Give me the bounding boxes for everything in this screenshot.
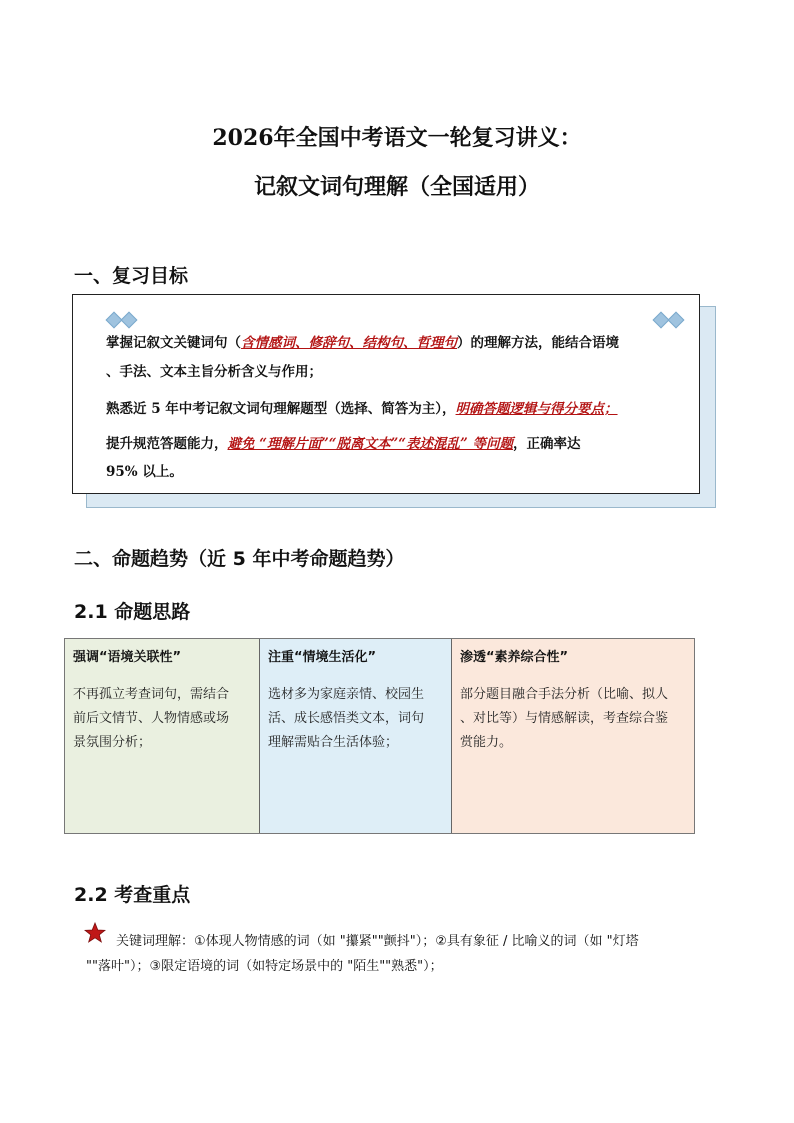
trend-column-text: 选材多为家庭亲情、校园生 (268, 687, 425, 702)
document-title-line1: 2026年全国中考语文一轮复习讲义： (212, 125, 582, 151)
star-icon (84, 922, 106, 944)
goal-item-3-cont: 95% 以上。 (106, 464, 183, 480)
trend-column-1 (65, 639, 259, 833)
trend-column-text: 理解需贴合生活体验； (268, 735, 399, 750)
trend-column-text: 活、成长感悟类文本，词句 (268, 711, 425, 726)
diamond-ornament-icon (108, 314, 138, 326)
trend-column-text: 前后文情节、人物情感或场 (73, 711, 230, 726)
trend-column-text: 部分题目融合手法分析（比喻、拟人 (460, 687, 669, 702)
key-point-line2: ""落叶"）；③限定语境的词（如特定场景中的 "陌生""熟悉"）； (86, 959, 443, 974)
section2-heading: 二、命题趋势（近 5 年中考命题趋势） (74, 548, 405, 570)
goal-item-1-highlight: 含情感词、修辞句、结构句、哲理句 (241, 335, 457, 351)
goal-item-2-highlight: 明确答题逻辑与得分要点； (455, 401, 618, 417)
goal-item-2: 熟悉近 5 年中考记叙文词句理解题型（选择、简答为主），明确答题逻辑与得分要点； (106, 401, 618, 417)
trend-column-text: 景氛围分析； (73, 735, 152, 750)
trend-column-3 (451, 639, 694, 833)
trend-column-2 (259, 639, 451, 833)
diamond-ornament-icon (655, 314, 685, 326)
goal-item-3-highlight: 避免 “理解片面”“脱离文本”“表述混乱” 等问题 (227, 436, 513, 452)
subsection-2-2-heading: 2.2 考查重点 (74, 884, 191, 906)
trend-table (64, 638, 695, 834)
section1-heading: 一、复习目标 (74, 265, 189, 287)
trend-column-text: 不再孤立考查词句，需结合 (73, 687, 230, 702)
goal-item-1: 掌握记叙文关键词句（含情感词、修辞句、结构句、哲理句）的理解方法，能结合语境 (106, 335, 619, 351)
trend-column-text: 、对比等）与情感解读，考查综合鉴 (460, 711, 669, 726)
trend-column-title: 强调“语境关联性” (73, 650, 182, 665)
goal-item-3: 提升规范答题能力，避免 “理解片面”“脱离文本”“表述混乱” 等问题，正确率达 (106, 436, 581, 452)
trend-column-title: 注重“情境生活化” (268, 650, 377, 665)
trend-column-text: 赏能力。 (460, 735, 513, 750)
document-title-line2: 记叙文词句理解（全国适用） (253, 174, 540, 200)
subsection-2-1-heading: 2.1 命题思路 (74, 601, 191, 623)
goal-item-1-cont: 、手法、文本主旨分析含义与作用； (106, 364, 322, 380)
trend-column-title: 渗透“素养综合性” (460, 650, 569, 665)
key-point-line1: 关键词理解：①体现人物情感的词（如 "攥紧""颤抖"）；②具有象征 / 比喻义的词（如 "灯塔 (116, 934, 639, 949)
